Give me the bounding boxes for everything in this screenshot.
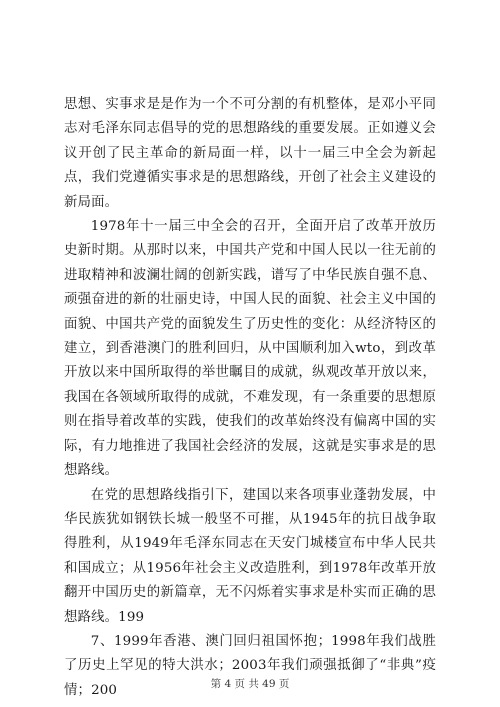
page-number-label: 第 4 页 共 49 页 (210, 678, 290, 690)
document-body (64, 93, 436, 703)
paragraph-3: 在党的思想路线指引下，建国以来各项事业蓬勃发展，中华民族犹如钢铁长城一般坚不可摧，从1945年的抗日战争取得胜利，从1949年毛泽东同志在天安门城楼宣布中华人民共和国成立；从1956年社会主义改造胜利，到1978年改革开放翻开中国历史的新篇章，无不闪烁着实事求是朴实而正确的思想路线。199 (64, 487, 436, 625)
paragraph-2: 1978年十一届三中全会的召开，全面开启了改革开放历史新时期。从那时以来，中国共产党和中国人民以一往无前的进取精神和波澜壮阔的创新实践，谱写了中华民族自强不息、顽强奋进的新的壮丽史诗，中国人民的面貌、社会主义中国的面貌、中国共产党的面貌发生了历史性的变化：从经济特区的建立，到香港澳门的胜利回归，从中国顺利加入wto，到改革开放以来中国所取得的举世瞩目的成就，纵观改革开放以来，我国在各领域所取得的成就，不难发现，有一条重要的思想原则在指导着改革的实践，使我们的改革始终没有偏离中国的实际，有力地推进了我国社会经济的发展，这就是实事求是的思想路线。 (64, 219, 436, 479)
paragraph-1: 思想、实事求是是作为一个不可分割的有机整体，是邓小平同志对毛泽东同志倡导的党的思想路线的重要发展。正如遵义会议开创了民主革命的新局面一样，以十一届三中全会为新起点，我们党遵循实事求是的思想路线，开创了社会主义建设的新局面。 (64, 97, 436, 210)
page-footer (0, 676, 500, 691)
paragraph-4: 7、1999年香港、澳门回归祖国怀抱；1998年我们战胜了历史上罕见的特大洪水；2003年我们顽强抵御了“非典”疫情；200 (64, 633, 436, 698)
